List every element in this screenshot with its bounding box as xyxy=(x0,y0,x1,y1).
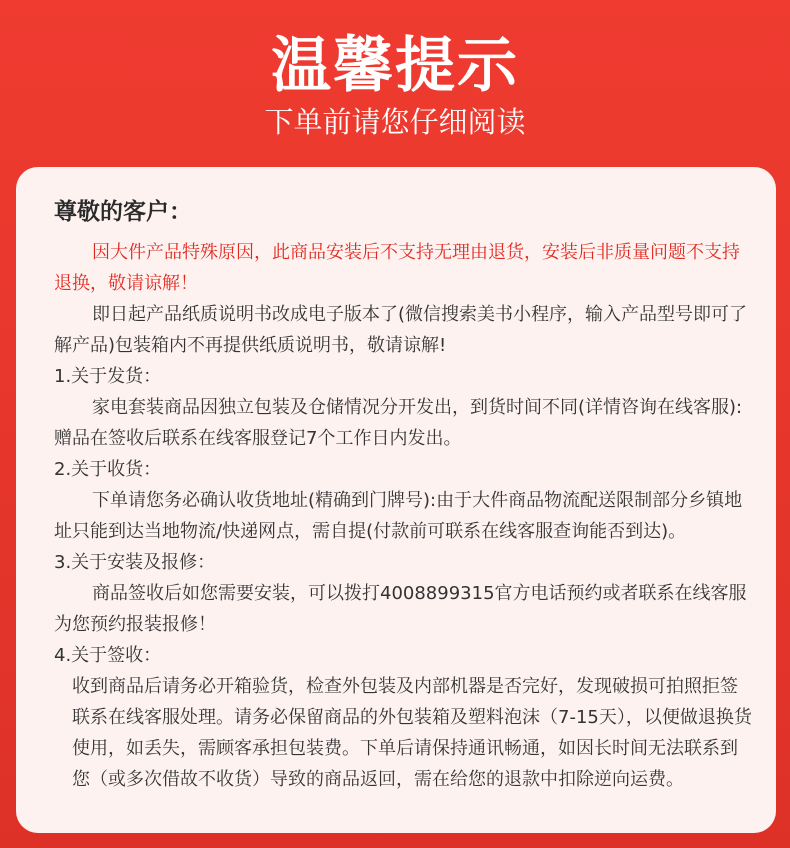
section-text-receiving: 下单请您务必确认收货地址(精确到门牌号):由于大件商品物流配送限制部分乡镇地址只能到达当地物流/快递网点，需自提(付款前可联系在线客服查询能否到达)。 xyxy=(54,490,743,542)
header-banner xyxy=(0,0,790,165)
warning-text: 因大件产品特殊原因，此商品安装后不支持无理由退货，安装后非质量问题不支持退换，敬请谅解！ xyxy=(54,242,740,294)
section-text-shipping: 家电套装商品因独立包装及仓储情况分开发出，到货时间不同(详情咨询在线客服):赠品在签收后联系在线客服登记7个工作日内发出。 xyxy=(54,397,743,449)
manual-notice: 即日起产品纸质说明书改成电子版本了(微信搜索美书小程序，输入产品型号即可了解产品)包装箱内不再提供纸质说明书，敬请谅解! xyxy=(54,304,748,356)
notice-body xyxy=(54,237,752,795)
page-subtitle: 下单前请您仔细阅读 xyxy=(264,105,526,139)
greeting: 尊敬的客户： xyxy=(54,199,192,225)
section-heading-shipping: 1.关于发货： xyxy=(54,366,162,387)
page-title: 温馨提示 xyxy=(271,31,519,101)
section-text-installation: 商品签收后如您需要安装，可以拨打4008899315官方电话预约或者联系在线客服为您预约报装报修！ xyxy=(54,583,747,635)
notice-card xyxy=(16,167,776,833)
section-heading-signing: 4.关于签收： xyxy=(54,645,162,666)
section-heading-installation: 3.关于安装及报修： xyxy=(54,552,216,573)
section-text-signing: 收到商品后请务必开箱验货，检查外包装及内部机器是否完好，发现破损可拍照拒签联系在线客服处理。请务必保留商品的外包装箱及塑料泡沫（7-15天），以便做退换货使用，如丢失，需顾客承担包装费。下单后请保持通讯畅通，如因长时间无法联系到您（或多次借故不收货）导致的商品返回，需在给您的退款中扣除逆向运费。 xyxy=(72,676,752,790)
section-heading-receiving: 2.关于收货： xyxy=(54,459,162,480)
